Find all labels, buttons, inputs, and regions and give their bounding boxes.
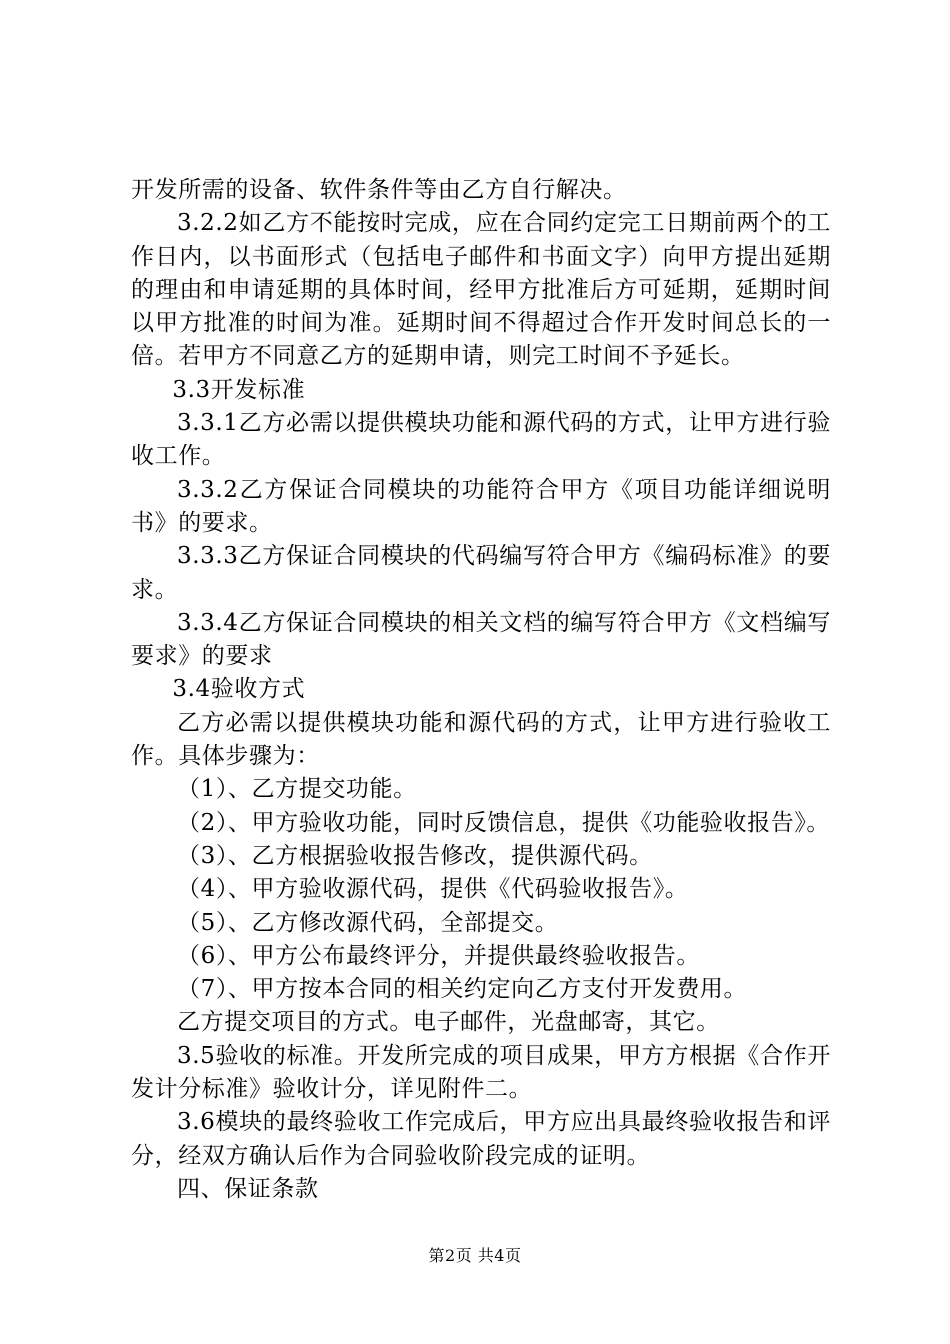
paragraph: 3.6模块的最终验收工作完成后，甲方应出具最终验收报告和评分，经双方确认后作为合同验收阶段完成的证明。 <box>131 1109 831 1169</box>
paragraph: （7）、甲方按本合同的相关约定向乙方支付开发费用。 <box>177 976 748 1003</box>
paragraph: 3.3.2乙方保证合同模块的功能符合甲方《项目功能详细说明书》的要求。 <box>131 476 831 536</box>
paragraph: （5）、乙方修改源代码，全部提交。 <box>177 909 559 936</box>
paragraph: （1）、乙方提交功能。 <box>177 776 417 803</box>
paragraph: （3）、乙方根据验收报告修改，提供源代码。 <box>177 842 653 869</box>
paragraph: 3.2.2如乙方不能按时完成，应在合同约定完工日期前两个的工作日内，以书面形式（包括电子邮件和书面文字）向甲方提出延期的理由和申请延期的具体时间，经甲方批准后方可延期，延期时间以甲方批准的时间为准。延期时间不得超过合作开发时间总长的一倍。若甲方不同意乙方的延期申请，则完工时间不予延长。 <box>131 210 831 370</box>
paragraph: 乙方必需以提供模块功能和源代码的方式，让甲方进行验收工作。具体步骤为： <box>131 709 831 770</box>
paragraph: 四、保证条款 <box>177 1175 319 1202</box>
paragraph: 3.4验收方式 <box>172 676 306 703</box>
paragraph: 3.3开发标准 <box>172 376 306 403</box>
document-body <box>131 174 831 1206</box>
paragraph: 乙方提交项目的方式。电子邮件，光盘邮寄，其它。 <box>177 1009 720 1036</box>
paragraph: 开发所需的设备、软件条件等由乙方自行解决。 <box>131 177 627 203</box>
page-footer: 第2页 共4页 <box>428 1246 522 1265</box>
paragraph: （6）、甲方公布最终评分，并提供最终验收报告。 <box>177 942 700 969</box>
paragraph: （4）、甲方验收源代码，提供《代码验收报告》。 <box>177 876 689 903</box>
paragraph: （2）、甲方验收功能，同时反馈信息，提供《功能验收报告》。 <box>177 809 831 836</box>
paragraph: 3.3.4乙方保证合同模块的相关文档的编写符合甲方《文档编写要求》的要求 <box>131 609 831 670</box>
paragraph: 3.3.3乙方保证合同模块的代码编写符合甲方《编码标准》的要求。 <box>131 543 831 603</box>
paragraph: 3.3.1乙方必需以提供模块功能和源代码的方式，让甲方进行验收工作。 <box>131 410 831 470</box>
paragraph: 3.5验收的标准。开发所完成的项目成果，甲方方根据《合作开发计分标准》验收计分，详见附件二。 <box>131 1042 831 1103</box>
